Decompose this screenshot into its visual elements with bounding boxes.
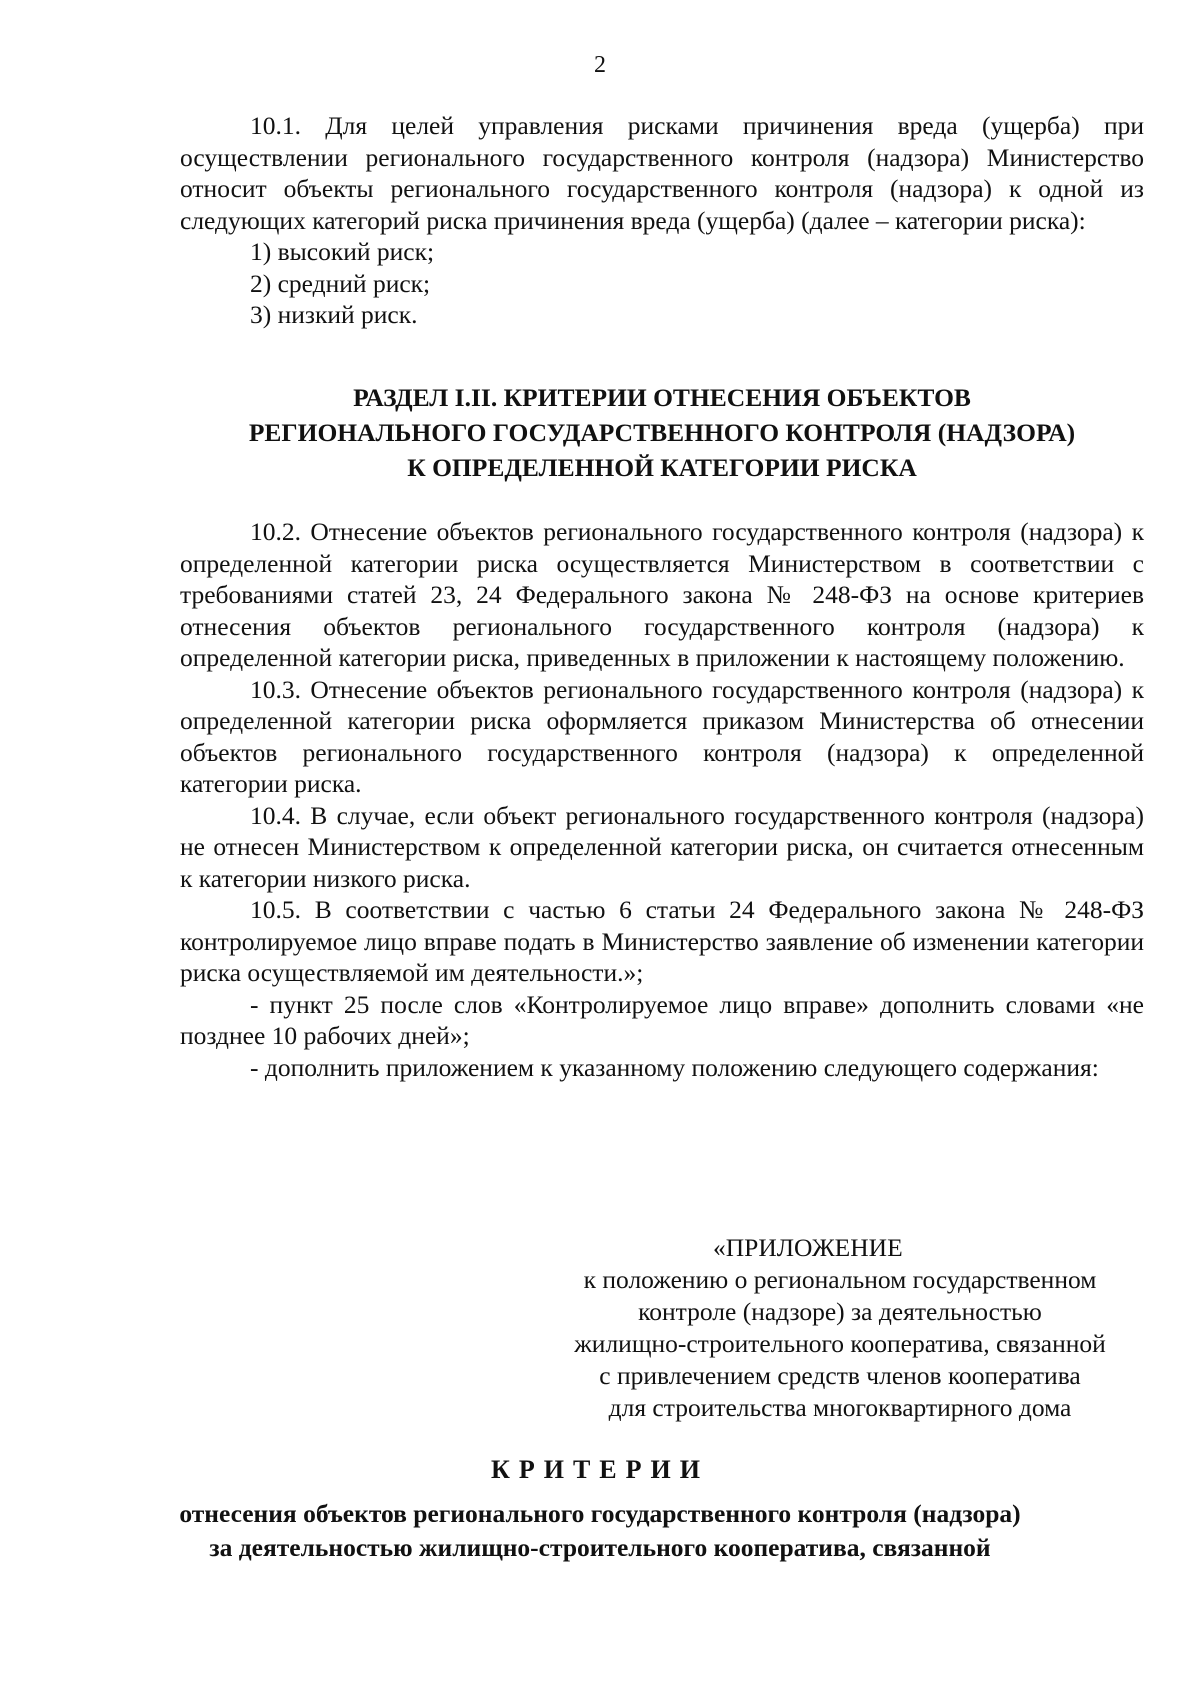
criteria-subtitle-line-1: отнесения объектов регионального государственного контроля (надзора) xyxy=(179,1499,1021,1528)
criteria-title: КРИТЕРИИ xyxy=(491,1455,709,1484)
appendix-title: «ПРИЛОЖЕНИЕ xyxy=(713,1233,903,1262)
criteria-subtitle xyxy=(100,1497,1100,1565)
criteria-subtitle-line-2: за деятельностью жилищно-строительного кооператива, связанной xyxy=(209,1533,991,1562)
appendix-line-4: с привлечением средств членов кооператива xyxy=(599,1361,1081,1390)
section-heading-line-2: РЕГИОНАЛЬНОГО ГОСУДАРСТВЕННОГО КОНТРОЛЯ (НАДЗОРА) xyxy=(248,418,1076,447)
paragraph-10-4: 10.4. В случае, если объект регионального государственного контроля (надзора) не отнесен Министерством к определенной категории риска, он считается отнесенным к категории низкого риска. xyxy=(180,800,1144,893)
section-heading-line-1: РАЗДЕЛ I.II. КРИТЕРИИ ОТНЕСЕНИЯ ОБЪЕКТОВ xyxy=(353,383,971,412)
paragraph-10-3: 10.3. Отнесение объектов регионального государственного контроля (надзора) к определенной категории риска оформляется приказом Министерства об отнесении объектов регионального государственного контроля (надзора) к определенной категории риска. xyxy=(180,674,1144,798)
amendment-item-1: - пункт 25 после слов «Контролируемое лицо вправе» дополнить словами «не позднее 10 рабочих дней»; xyxy=(180,989,1144,1050)
paragraph-10-1: 10.1. Для целей управления рисками причинения вреда (ущерба) при осуществлении регионального государственного контроля (надзора) Министерство относит объекты регионального государственного контроля (надзора) к одной из следующих категорий риска причинения вреда (ущерба) (далее – категории риска): xyxy=(180,111,1144,235)
risk-list-item-3: 3) низкий риск. xyxy=(250,300,418,329)
section-heading-line-3: К ОПРЕДЕЛЕННОЙ КАТЕГОРИИ РИСКА xyxy=(407,453,917,482)
section-heading xyxy=(150,380,1174,485)
appendix-line-5: для строительства многоквартирного дома xyxy=(608,1393,1072,1422)
page-number: 2 xyxy=(594,52,606,78)
body-paragraphs xyxy=(180,516,1144,1083)
risk-list-item-2: 2) средний риск; xyxy=(250,268,431,298)
amendment-item-2: - дополнить приложением к указанному положению следующего содержания: xyxy=(250,1052,1099,1082)
risk-list-item-1: 1) высокий риск; xyxy=(250,237,435,266)
paragraph-10-2: 10.2. Отнесение объектов регионального государственного контроля (надзора) к определенной категории риска осуществляется Министерством в соответствии с требованиями статей 23, 24 Федерального закона № 248-ФЗ на основе критериев отнесения объектов регионального государственного контроля (надзора) к определенной категории риска, приведенных в приложении к настоящему положению. xyxy=(180,517,1144,672)
appendix-line-1: к положению о региональном государственном xyxy=(583,1265,1097,1294)
paragraph-10-5: 10.5. В соответствии с частью 6 статьи 24 Федерального закона № 248-ФЗ контролируемое лицо вправе подать в Министерство заявление об изменении категории риска осуществляемой им деятельности.»; xyxy=(180,895,1144,987)
appendix-line-3: жилищно-строительного кооператива, связанной xyxy=(574,1329,1106,1358)
appendix-line-2: контроле (надзоре) за деятельностью xyxy=(638,1297,1042,1326)
appendix-header xyxy=(520,1232,1160,1424)
paragraph-10-1-block xyxy=(180,110,1144,331)
